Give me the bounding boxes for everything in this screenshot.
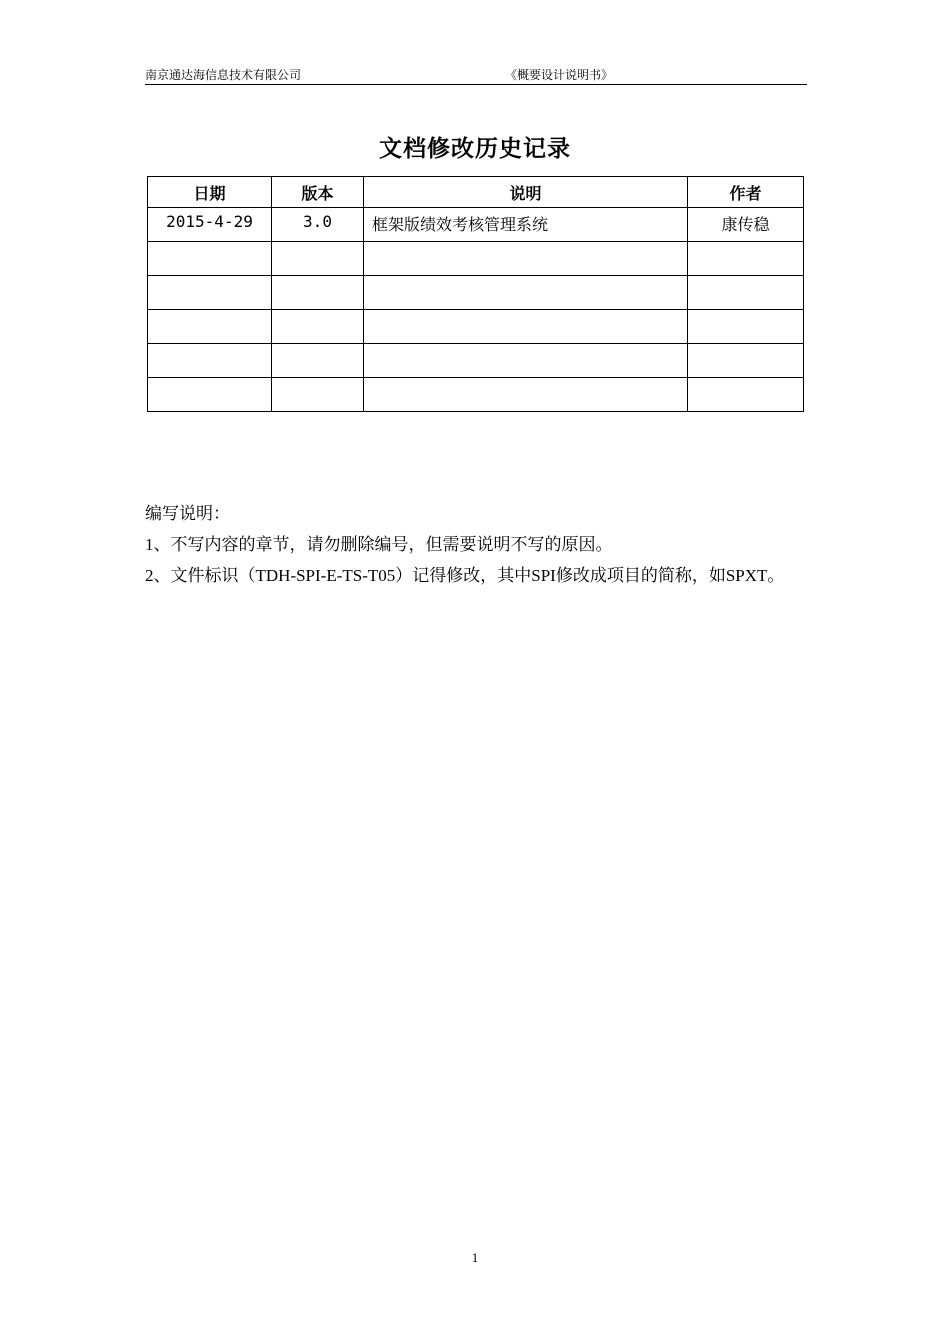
- table-row: [148, 344, 804, 378]
- table-row: [148, 378, 804, 412]
- cell-version: 3.0: [272, 208, 364, 242]
- cell-version: [272, 242, 364, 276]
- note-item: 2、文件标识（TDH-SPI-E-TS-T05）记得修改，其中SPI修改成项目的简称，如SPXT。: [145, 566, 785, 585]
- column-header-description: 说明: [364, 177, 688, 208]
- cell-description: [364, 276, 688, 310]
- cell-date: [148, 276, 272, 310]
- cell-author: [688, 310, 804, 344]
- cell-description: 框架版绩效考核管理系统: [364, 208, 688, 242]
- table-row: [148, 276, 804, 310]
- cell-description: [364, 344, 688, 378]
- cell-author: [688, 242, 804, 276]
- cell-description: [364, 378, 688, 412]
- table-row: [148, 208, 804, 242]
- cell-author: [688, 276, 804, 310]
- cell-date: [148, 344, 272, 378]
- cell-date: [148, 310, 272, 344]
- writing-notes: [145, 498, 807, 591]
- note-item: 1、不写内容的章节，请勿删除编号，但需要说明不写的原因。: [145, 535, 613, 554]
- table-row: [148, 310, 804, 344]
- cell-description: [364, 310, 688, 344]
- column-header-author: 作者: [688, 177, 804, 208]
- document-name: 《概要设计说明书》: [505, 68, 614, 82]
- cell-description: [364, 242, 688, 276]
- cell-version: [272, 276, 364, 310]
- column-header-date: 日期: [148, 177, 272, 208]
- page-number: 1: [471, 1250, 479, 1265]
- cell-date: [148, 378, 272, 412]
- column-header-version: 版本: [272, 177, 364, 208]
- revision-history-table: [147, 176, 804, 412]
- cell-version: [272, 310, 364, 344]
- table-row: [148, 242, 804, 276]
- cell-date: 2015-4-29: [148, 208, 272, 242]
- company-name: 南京通达海信息技术有限公司: [145, 68, 302, 82]
- cell-version: [272, 378, 364, 412]
- cell-version: [272, 344, 364, 378]
- page-header: [145, 64, 807, 85]
- notes-heading: 编写说明：: [145, 504, 230, 523]
- cell-author: [688, 378, 804, 412]
- page-title: 文档修改历史记录: [379, 136, 571, 162]
- table-header-row: [148, 177, 804, 208]
- cell-author: 康传稳: [688, 208, 804, 242]
- cell-author: [688, 344, 804, 378]
- cell-date: [148, 242, 272, 276]
